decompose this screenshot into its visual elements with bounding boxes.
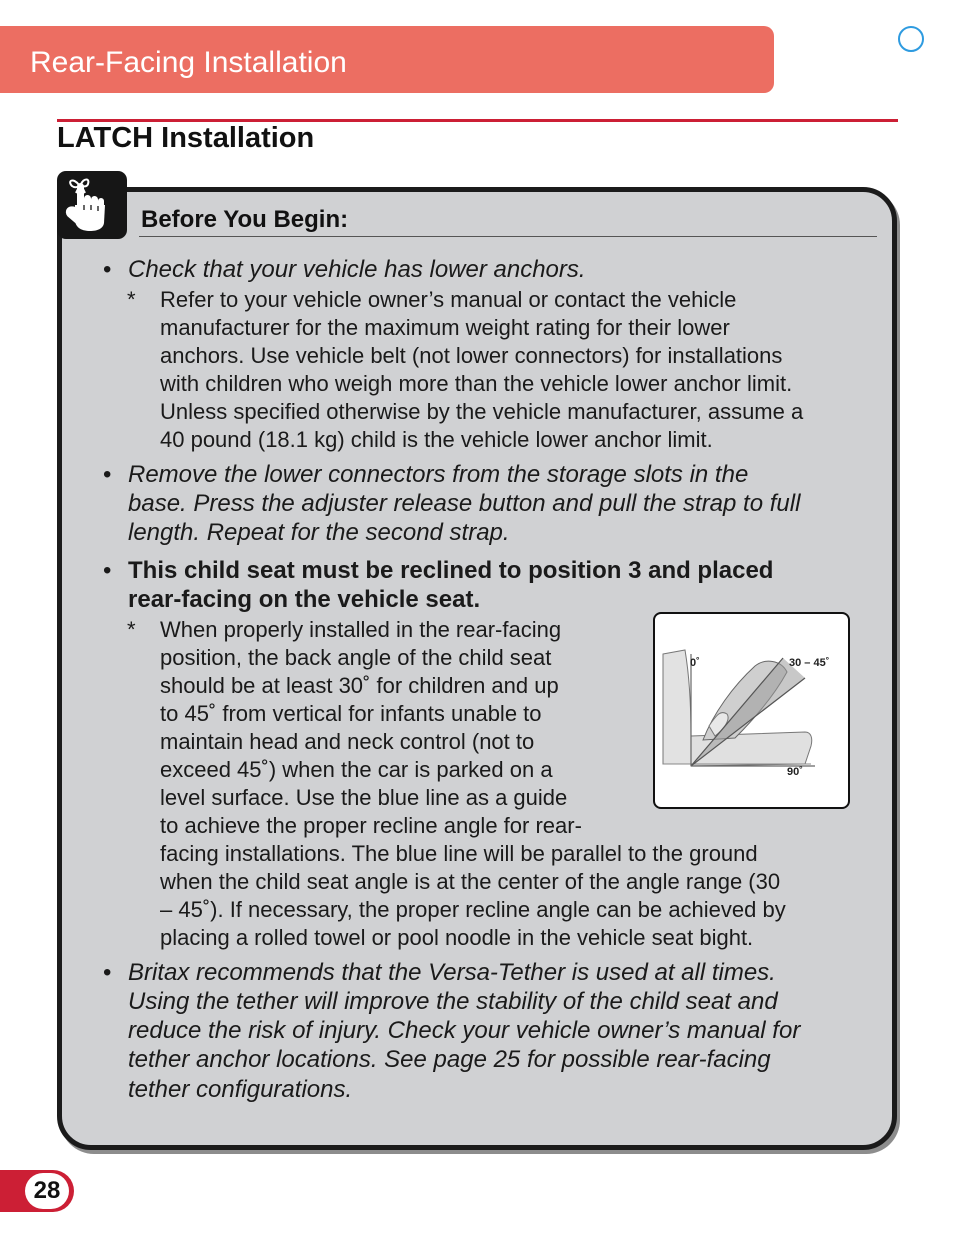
note-line: with children who weigh more than the vehicle lower anchor limit. [160,371,793,396]
figure-label-range: 30 – 45˚ [789,657,830,669]
note-line: When properly installed in the rear-facing [160,617,562,642]
bullet-line: Using the tether will improve the stability of the child seat and [128,988,778,1015]
note-line: manufacturer for the maximum weight rating for their lower [160,315,730,340]
note-line: – 45˚). If necessary, the proper recline angle can be achieved by [160,897,786,922]
note-line: placing a rolled towel or pool noodle in the vehicle seat bight. [160,925,754,950]
note-marker: * [127,617,136,642]
note-line: to 45˚ from vertical for infants unable to [160,701,542,726]
note-line: maintain head and neck control (not to [160,729,535,754]
reminder-hand-icon [57,171,127,239]
bullet-line: base. Press the adjuster release button and pull the strap to full [128,490,801,517]
header-title: Rear-Facing Installation [30,46,347,79]
figure-label-ninety: 90˚ [787,766,803,778]
corner-circle-icon [898,26,924,52]
note-line: exceed 45˚) when the car is parked on a [160,757,553,782]
note-line: when the child seat angle is at the center of the angle range (30 [160,869,781,894]
note-line: anchors. Use vehicle belt (not lower connectors) for installations [160,343,783,368]
bullet-line: This child seat must be reclined to position 3 and placed [128,557,774,584]
note-line: should be at least 30˚ for children and up [160,673,559,698]
bullet-line: tether configurations. [128,1076,353,1103]
note-line: position, the back angle of the child seat [160,645,552,670]
note-line: level surface. Use the blue line as a guide [160,785,568,810]
recline-angle-figure [653,612,850,809]
bullet-line: rear-facing on the vehicle seat. [128,586,481,613]
bullet-line: Remove the lower connectors from the storage slots in the [128,461,749,488]
note-line: 40 pound (18.1 kg) child is the vehicle lower anchor limit. [160,427,713,452]
note-line: Unless specified otherwise by the vehicle manufacturer, assume a [160,399,804,424]
bullet-marker: • [103,256,112,283]
bullet-lower-anchors: Check that your vehicle has lower anchors. [128,256,586,283]
page-number: 28 [25,1173,69,1209]
note-line: Refer to your vehicle owner’s manual or contact the vehicle [160,287,737,312]
bullet-line: length. Repeat for the second strap. [128,519,510,546]
note-line: to achieve the proper recline angle for rear- [160,813,582,838]
panel-heading: Before You Begin: [141,206,349,233]
bullet-marker: • [103,959,112,986]
bullet-line: reduce the risk of injury. Check your vehicle owner’s manual for [128,1017,801,1044]
figure-label-zero: 0˚ [690,657,700,669]
bullet-line: Britax recommends that the Versa-Tether is used at all times. [128,959,776,986]
header-banner [0,26,774,93]
bullet-line: tether anchor locations. See page 25 for possible rear-facing [128,1046,771,1073]
recline-angle-illustration [655,614,848,807]
note-marker: * [127,287,136,312]
panel-heading-rule [139,236,877,237]
note-line: facing installations. The blue line will be parallel to the ground [160,841,758,866]
section-title: LATCH Installation [57,122,315,154]
bullet-marker: • [103,557,112,584]
bullet-marker: • [103,461,112,488]
